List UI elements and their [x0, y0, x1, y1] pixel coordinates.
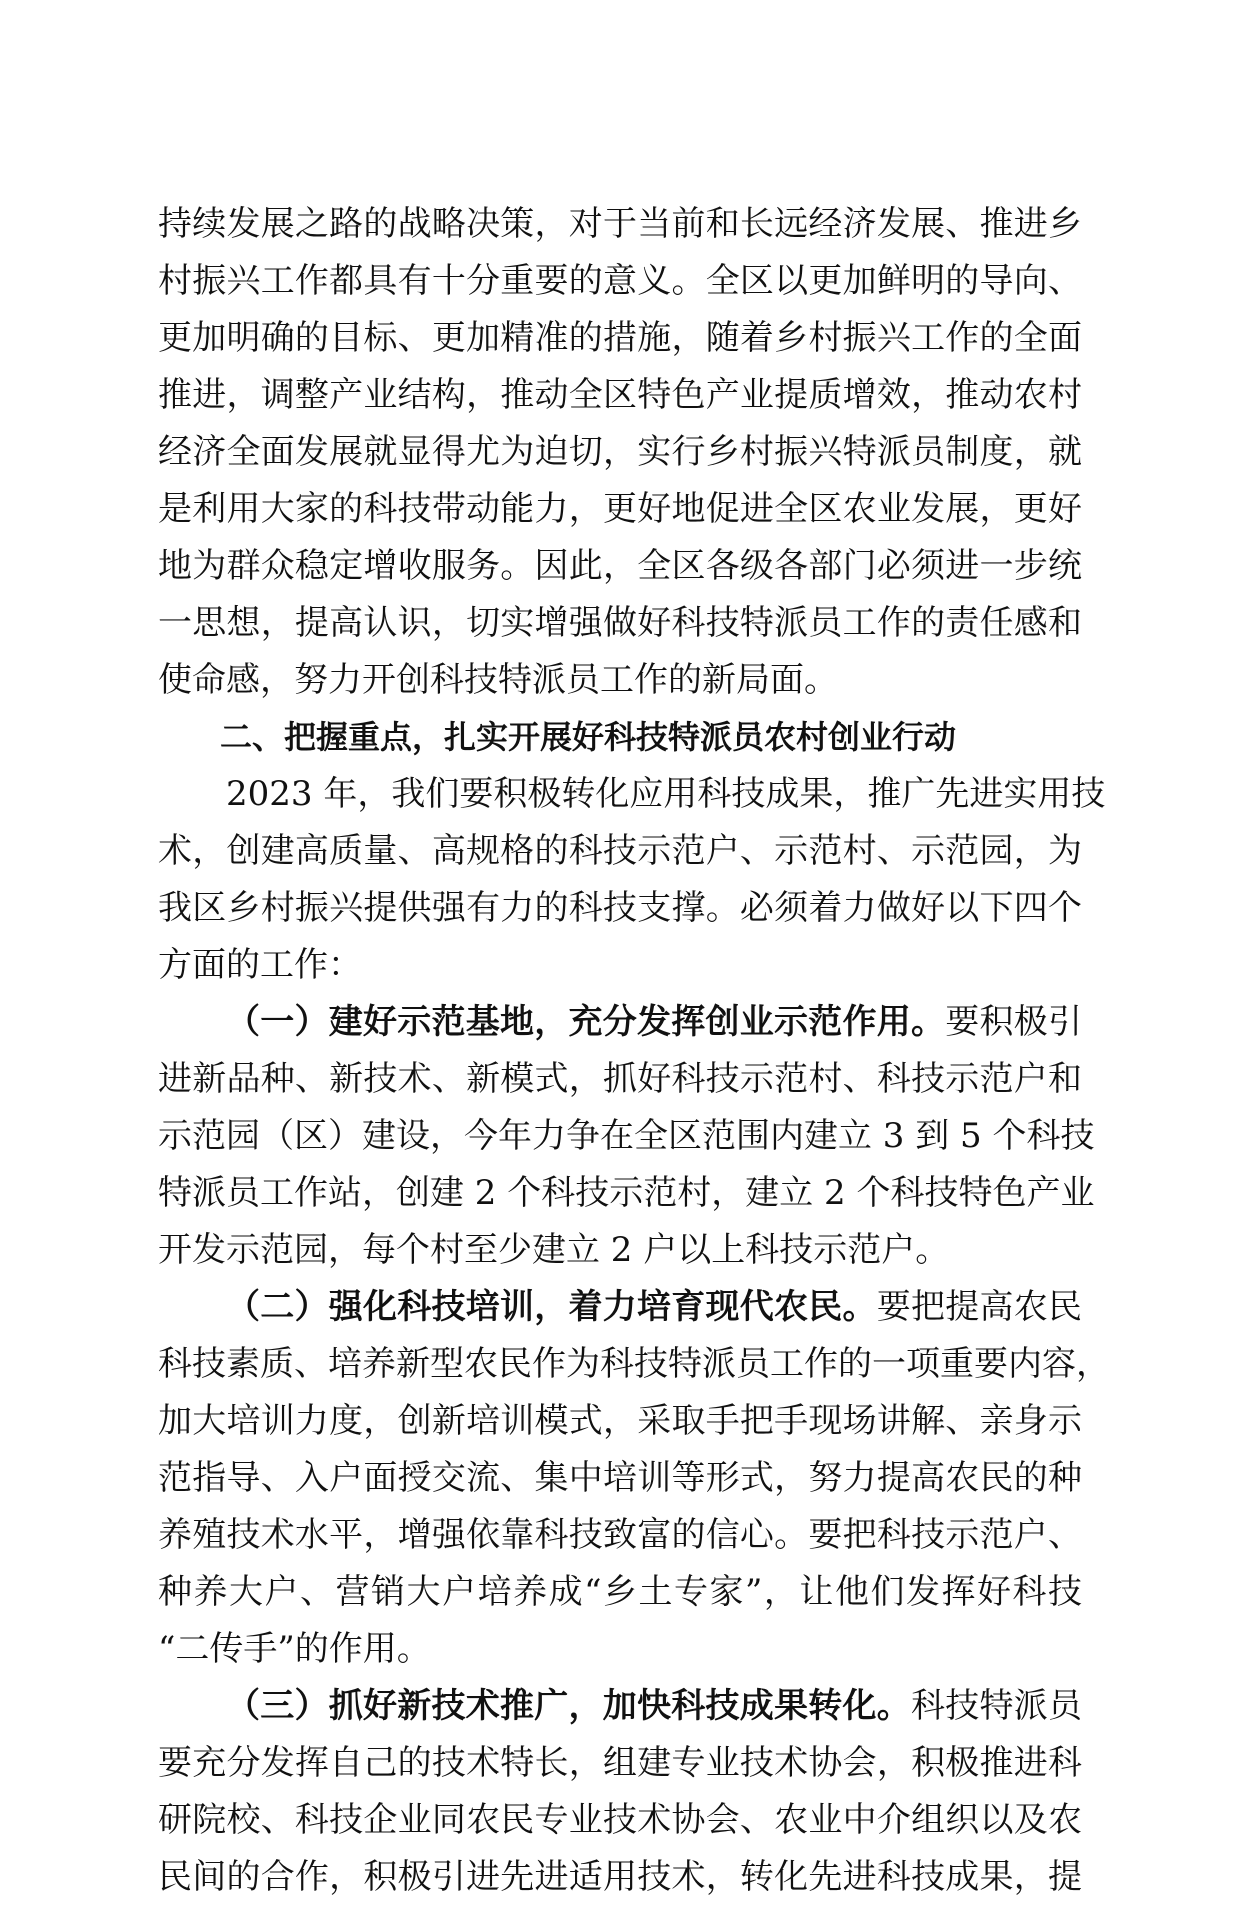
section-intro-paragraph: [158, 766, 1106, 994]
paragraph-line: 示范园（区）建设，今年力争在全区范围内建立 3 到 5 个科技: [158, 1116, 1095, 1156]
paragraph-line: 推进，调整产业结构，推动全区特色产业提质增效，推动农村: [158, 375, 1082, 415]
item-text: 要把提高农民: [876, 1287, 1082, 1327]
item-text: 要积极引: [945, 1002, 1082, 1042]
item-title: （三）抓好新技术推广，加快科技成果转化。: [226, 1686, 911, 1726]
paragraph-line: 更加明确的目标、更加精准的措施，随着乡村振兴工作的全面: [158, 318, 1082, 358]
item-text: 科技特派员: [911, 1686, 1082, 1726]
paragraph-line: 我区乡村振兴提供强有力的科技支撑。必须着力做好以下四个: [158, 888, 1082, 928]
paragraph-line: 科技素质、培养新型农民作为科技特派员工作的一项重要内容，: [158, 1344, 1110, 1384]
paragraph-line: 要充分发挥自己的技术特长，组建专业技术协会，积极推进科: [158, 1743, 1082, 1783]
item-title: （一）建好示范基地，充分发挥创业示范作用。: [226, 1002, 946, 1042]
paragraph-line: 加大培训力度，创新培训模式，采取手把手现场讲解、亲身示: [158, 1401, 1082, 1441]
document-page: [158, 196, 1110, 1906]
item-1-paragraph: [158, 994, 1095, 1279]
paragraph-first-line: [158, 994, 1082, 1051]
paragraph-line: 2023 年，我们要积极转化应用科技成果，推广先进实用技: [226, 774, 1106, 814]
paragraph-line: 进新品种、新技术、新模式，抓好科技示范村、科技示范户和: [158, 1059, 1082, 1099]
paragraph-line: 开发示范园，每个村至少建立 2 户以上科技示范户。: [158, 1230, 950, 1270]
paragraph-line: 养殖技术水平，增强依靠科技致富的信心。要把科技示范户、: [158, 1515, 1082, 1555]
paragraph-line: 持续发展之路的战略决策，对于当前和长远经济发展、推进乡: [158, 204, 1082, 244]
paragraph-line: 民间的合作，积极引进先进适用技术，转化先进科技成果，提: [158, 1857, 1082, 1897]
paragraph-line: 使命感，努力开创科技特派员工作的新局面。: [158, 660, 838, 700]
paragraph-line: 村振兴工作都具有十分重要的意义。全区以更加鲜明的导向、: [158, 261, 1082, 301]
item-2-paragraph: [158, 1279, 1110, 1678]
paragraph-line: 研院校、科技企业同农民专业技术协会、农业中介组织以及农: [158, 1800, 1082, 1840]
paragraph-line: 方面的工作：: [158, 945, 362, 985]
item-title: （二）强化科技培训，着力培育现代农民。: [226, 1287, 877, 1327]
paragraph-line: 地为群众稳定增收服务。因此，全区各级各部门必须进一步统: [158, 546, 1082, 586]
paragraph-line: 范指导、入户面授交流、集中培训等形式，努力提高农民的种: [158, 1458, 1082, 1498]
paragraph-line: 经济全面发展就显得尤为迫切，实行乡村振兴特派员制度，就: [158, 432, 1082, 472]
paragraph-line: 一思想，提高认识，切实增强做好科技特派员工作的责任感和: [158, 603, 1082, 643]
paragraph-line: 种养大户、营销大户培养成“乡土专家”，让他们发挥好科技: [158, 1572, 1082, 1612]
paragraph-line: “二传手”的作用。: [158, 1629, 431, 1669]
paragraph-line: 特派员工作站，创建 2 个科技示范村，建立 2 个科技特色产业: [158, 1173, 1095, 1213]
paragraph-first-line: [158, 1678, 1082, 1735]
paragraph-first-line: [158, 1279, 1082, 1336]
intro-paragraph: [158, 196, 1082, 709]
item-3-paragraph: [158, 1678, 1082, 1906]
section-heading: 二、把握重点，扎实开展好科技特派员农村创业行动: [220, 718, 957, 756]
paragraph-line: 术，创建高质量、高规格的科技示范户、示范村、示范园，为: [158, 831, 1082, 871]
paragraph-line: 是利用大家的科技带动能力，更好地促进全区农业发展，更好: [158, 489, 1082, 529]
